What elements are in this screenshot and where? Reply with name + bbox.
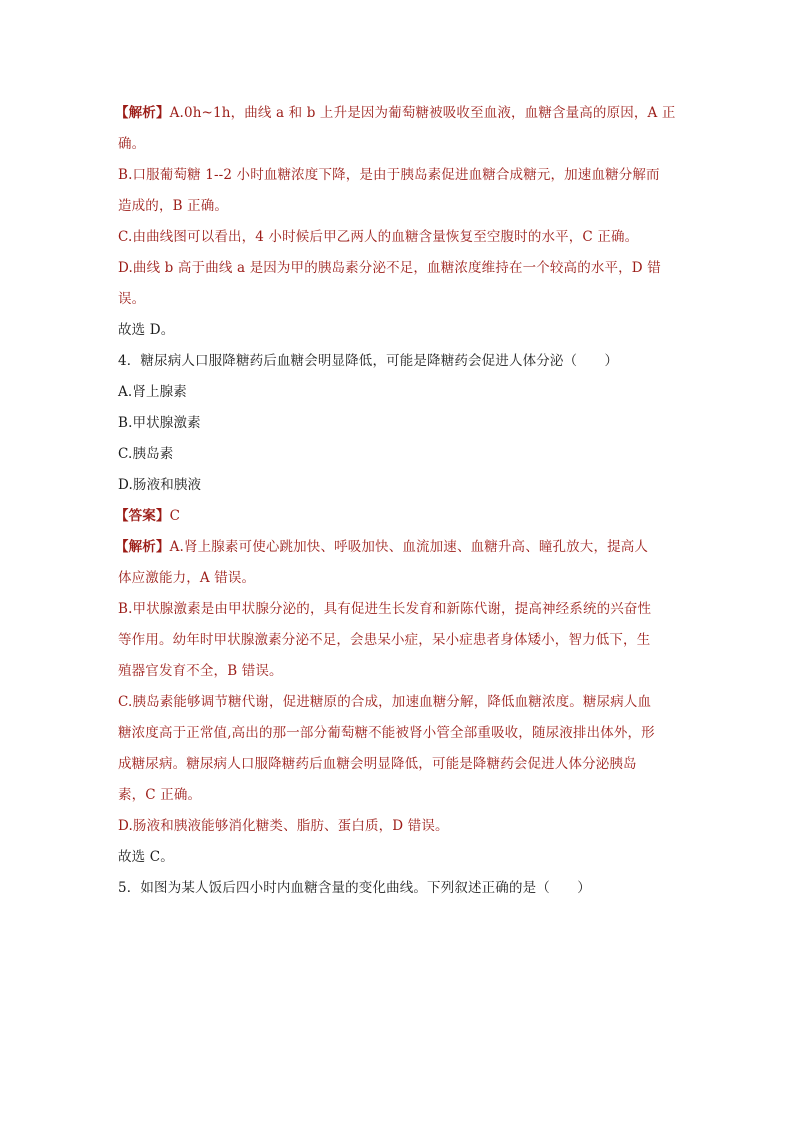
analysis-line: 误。 — [118, 291, 146, 307]
analysis-line: 等作用。幼年时甲状腺激素分泌不足，会患呆小症，呆小症患者身体矮小，智力低下，生 — [118, 632, 651, 648]
option-b: B.甲状腺激素 — [118, 415, 201, 431]
option-c: C.胰岛素 — [118, 446, 174, 462]
question-stem: 5．如图为某人饭后四小时内血糖含量的变化曲线。下列叙述正确的是（ ） — [118, 880, 591, 896]
question-stem: 4．糖尿病人口服降糖药后血糖会明显降低，可能是降糖药会促进人体分泌（ ） — [118, 353, 619, 369]
analysis-line: B.甲状腺激素是由甲状腺分泌的，具有促进生长发育和新陈代谢，提高神经系统的兴奋性 — [118, 601, 652, 617]
option-d: D.肠液和胰液 — [118, 477, 202, 493]
analysis-line: C.胰岛素能够调节糖代谢，促进糖原的合成，加速血糖分解，降低血糖浓度。糖尿病人血 — [118, 694, 652, 710]
option-a: A.肾上腺素 — [118, 384, 187, 400]
analysis-line: D.肠液和胰液能够消化糖类、脂肪、蛋白质，D 错误。 — [118, 818, 449, 834]
analysis-line: 糖浓度高于正常值,高出的那一部分葡萄糖不能被肾小管全部重吸收，随尿液排出体外，形 — [118, 725, 655, 741]
analysis-line: B.口服葡萄糖 1--2 小时血糖浓度下降，是由于胰岛素促进血糖合成糖元，加速血糖分解而 — [118, 167, 660, 183]
analysis-line: 造成的，B 正确。 — [118, 198, 229, 214]
analysis-line: 确。 — [118, 136, 146, 152]
answer-tag: 【答案】 — [115, 508, 170, 524]
analysis-line: 殖器官发育不全，B 错误。 — [118, 663, 283, 679]
analysis-line: 成糖尿病。糖尿病人口服降糖药后血糖会明显降低，可能是降糖药会促进人体分泌胰岛 — [118, 756, 637, 772]
analysis-tag: 【解析】 — [115, 539, 170, 555]
answer-line — [115, 501, 680, 532]
conclusion-line: 故选 D。 — [118, 322, 175, 338]
analysis-line: 【解析】A.肾上腺素可使心跳加快、呼吸加快、血流加速、血糖升高、瞳孔放大，提高人 — [115, 539, 649, 555]
conclusion-line: 故选 C。 — [118, 849, 174, 865]
analysis-line: 体应激能力，A 错误。 — [118, 570, 256, 586]
analysis-line: 素，C 正确。 — [118, 787, 202, 803]
document-body — [115, 98, 680, 904]
analysis-line: D.曲线 b 高于曲线 a 是因为甲的胰岛素分泌不足，血糖浓度维持在一个较高的水平，D 错 — [118, 260, 661, 276]
analysis-line: 【解析】A.0h~1h，曲线 a 和 b 上升是因为葡萄糖被吸收至血液，血糖含量高的原因，A 正 — [115, 105, 676, 121]
analysis-line: C.由曲线图可以看出，4 小时候后甲乙两人的血糖含量恢复至空腹时的水平，C 正确。 — [118, 229, 639, 245]
analysis-tag: 【解析】 — [115, 105, 170, 121]
answer-value: C — [169, 508, 181, 524]
